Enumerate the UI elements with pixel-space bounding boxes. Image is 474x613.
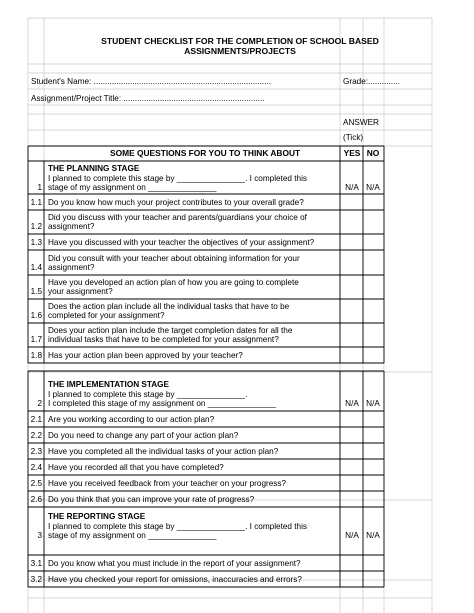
question-number: 2.4 bbox=[30, 463, 42, 472]
question-number: 1.5 bbox=[30, 287, 42, 296]
question-number: 1.1 bbox=[30, 198, 42, 207]
section-plan-line: I planned to complete this stage by _______________. bbox=[48, 390, 248, 399]
questions-header: SOME QUESTIONS FOR YOU TO THINK ABOUT bbox=[110, 148, 301, 158]
question-number: 2.1 bbox=[30, 415, 42, 424]
question-text: Do you know how much your project contributes to your overall grade? bbox=[48, 198, 304, 207]
question-number: 2.3 bbox=[30, 447, 42, 456]
section-plan-line: stage of my assignment on _______________ bbox=[48, 531, 217, 540]
section-title: THE PLANNING STAGE bbox=[48, 164, 140, 173]
question-text: Do you need to change any part of your action plan? bbox=[48, 431, 239, 440]
question-number: 3.2 bbox=[30, 575, 42, 584]
question-text: Have you checked your report for omissions, inaccuracies and errors? bbox=[48, 575, 302, 584]
question-number: 2.6 bbox=[30, 495, 42, 504]
question-number: 2.5 bbox=[30, 479, 42, 488]
tick-label: (Tick) bbox=[343, 133, 364, 142]
assignment-title-field[interactable]: Assignment/Project Title: .............................................................. bbox=[31, 94, 265, 103]
question-number: 1.8 bbox=[30, 351, 42, 360]
question-number: 1.4 bbox=[30, 263, 42, 272]
question-number: 3.1 bbox=[30, 559, 42, 568]
section-plan-line: I planned to complete this stage by _______________. I completed this bbox=[48, 174, 307, 183]
question-text: Have you recorded all that you have completed? bbox=[48, 463, 224, 472]
question-text: Have you completed all the individual tasks of your action plan? bbox=[48, 447, 279, 456]
question-text: Have you discussed with your teacher the objectives of your assignment? bbox=[48, 238, 315, 247]
no-cell[interactable]: N/A bbox=[366, 183, 380, 192]
question-text: Does the action plan include all the individual tasks that have to be bbox=[48, 302, 290, 311]
answer-label: ANSWER bbox=[343, 118, 379, 127]
question-text: Did you discuss with your teacher and parents/guardians your choice of bbox=[48, 213, 307, 222]
no-header: NO bbox=[366, 148, 380, 158]
question-text: completed for your assignment? bbox=[48, 311, 165, 320]
student-name-field[interactable]: Student's Name: .............................................................................. bbox=[31, 77, 271, 86]
question-text: individual tasks that have to be completed for your assignment? bbox=[48, 335, 279, 344]
yes-cell[interactable]: N/A bbox=[345, 183, 359, 192]
question-text: Do you know what you must include in the report of your assignment? bbox=[48, 559, 301, 568]
no-cell[interactable]: N/A bbox=[366, 399, 380, 408]
section-number: 2 bbox=[37, 399, 42, 408]
section-title: THE IMPLEMENTATION STAGE bbox=[48, 380, 169, 389]
question-text: Do you think that you can improve your rate of progress? bbox=[48, 495, 255, 504]
section-plan-line: stage of my assignment on _______________ bbox=[48, 183, 217, 192]
question-text: your assignment? bbox=[48, 287, 113, 296]
question-text: Does your action plan include the target completion dates for all the bbox=[48, 326, 293, 335]
yes-cell[interactable]: N/A bbox=[345, 531, 359, 540]
question-text: assignment? bbox=[48, 263, 95, 272]
question-number: 1.7 bbox=[30, 335, 42, 344]
question-text: Has your action plan been approved by your teacher? bbox=[48, 351, 243, 360]
question-text: Are you working according to our action plan? bbox=[48, 415, 215, 424]
yes-cell[interactable]: N/A bbox=[345, 399, 359, 408]
page-title: STUDENT CHECKLIST FOR THE COMPLETION OF SCHOOL BASED bbox=[101, 36, 379, 46]
page-subtitle: ASSIGNMENTS/PROJECTS bbox=[184, 46, 296, 56]
question-number: 1.6 bbox=[30, 311, 42, 320]
no-cell[interactable]: N/A bbox=[366, 531, 380, 540]
section-title: THE REPORTING STAGE bbox=[48, 512, 146, 521]
question-text: assignment? bbox=[48, 222, 95, 231]
question-number: 2.2 bbox=[30, 431, 42, 440]
yes-header: YES bbox=[343, 148, 361, 158]
section-plan-line: I planned to complete this stage by _______________. I completed this bbox=[48, 522, 307, 531]
question-text: Did you consult with your teacher about obtaining information for your bbox=[48, 254, 300, 263]
section-number: 3 bbox=[37, 531, 42, 540]
question-text: Have you developed an action plan of how you are going to complete bbox=[48, 278, 299, 287]
question-number: 1.2 bbox=[30, 222, 42, 231]
grade-field[interactable]: Grade:.............. bbox=[343, 77, 400, 86]
question-text: Have you received feedback from your teacher on your progress? bbox=[48, 479, 287, 488]
question-number: 1.3 bbox=[30, 238, 42, 247]
section-plan-line: I completed this stage of my assignment on _______________ bbox=[48, 399, 277, 408]
section-number: 1 bbox=[37, 183, 42, 192]
